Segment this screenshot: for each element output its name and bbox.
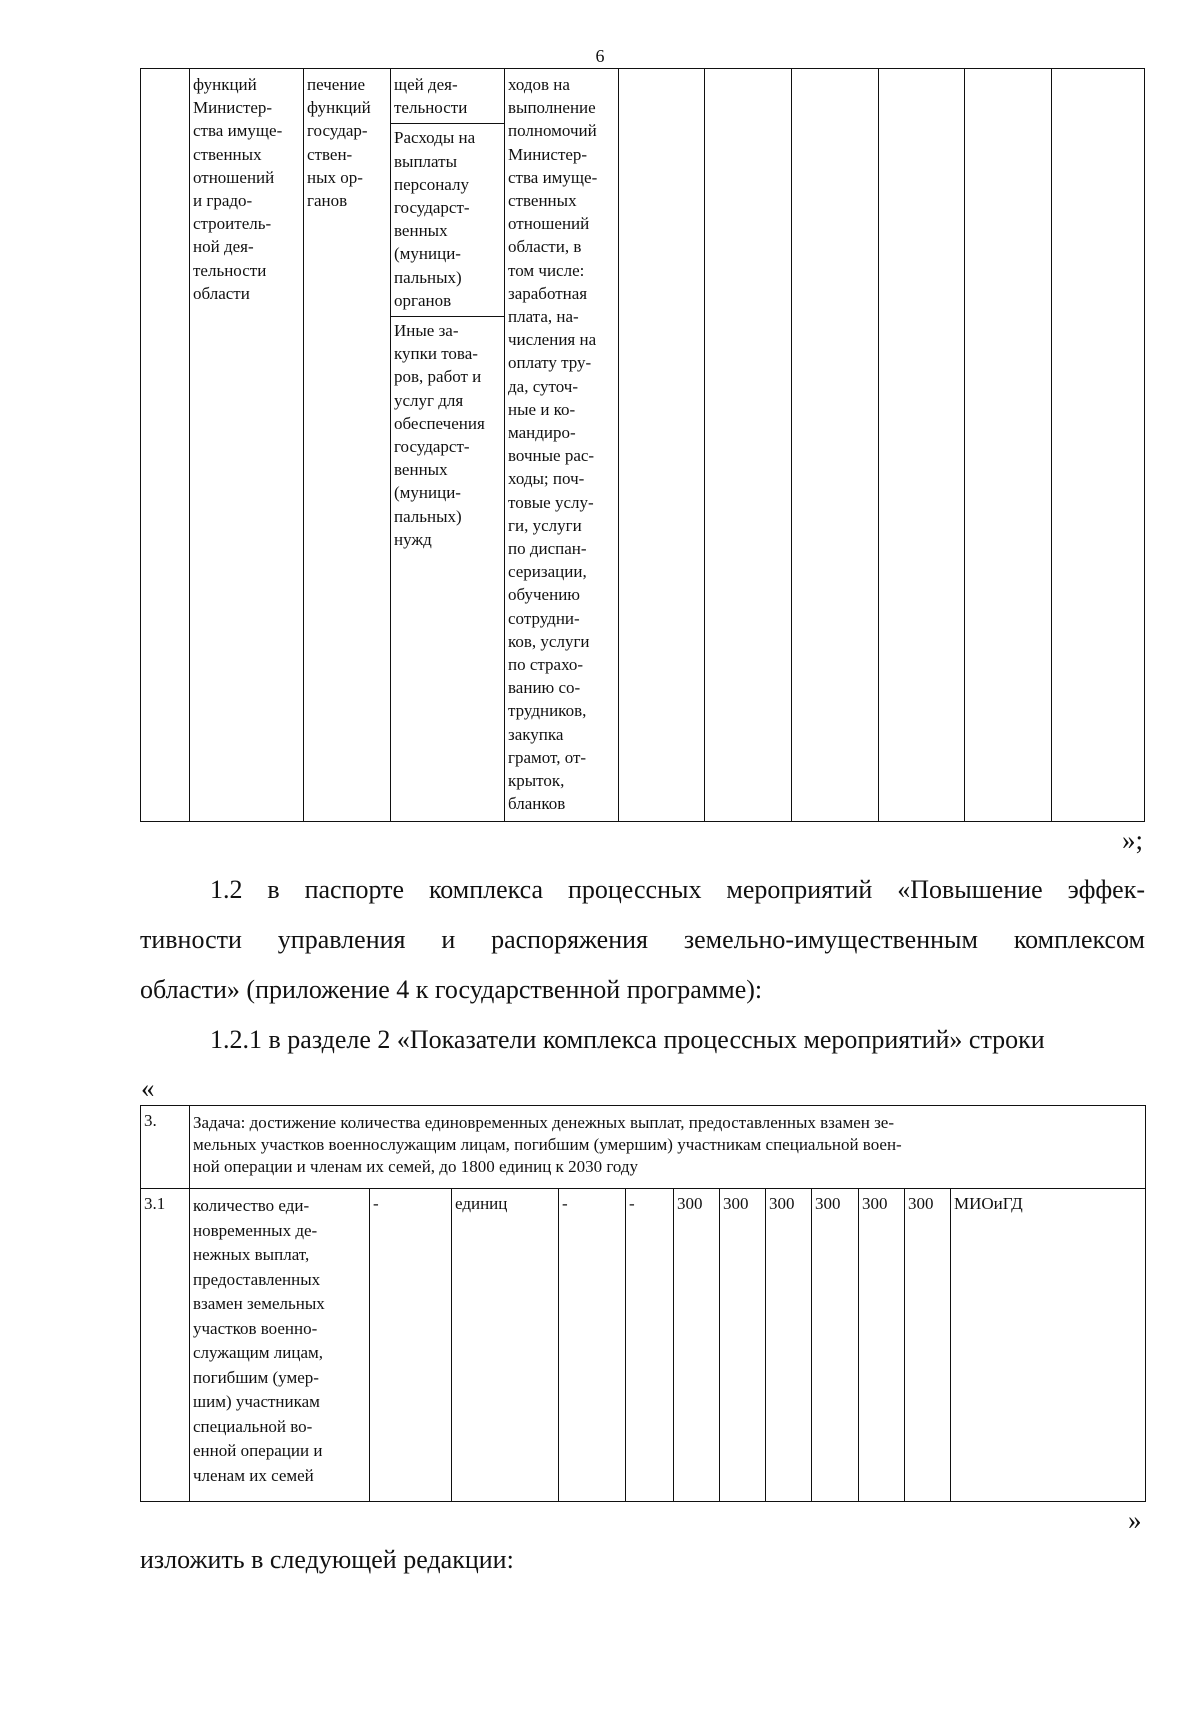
top-cell-purpose: печение функций государ- ствен- ных ор- ганов — [304, 69, 391, 822]
paragraph-1-2-1: 1.2.1 в разделе 2 «Показатели комплекса процессных мероприятий» строки — [210, 1025, 1045, 1054]
top-cell-description: ходов на выполнение полномочий Министер- ства имуще- ственных отношений области, в том числе: заработная плата, на- числения на оплату тру- да, суточ- ные и ко- мандиро- вочные рас- ходы; поч- товые услу- ги, услуги по диспан- серизации, обучению сотрудни- ков, услуги по страхо- ванию со- трудников, закупка грамот, от- крыток, бланков — [505, 69, 619, 822]
closing-quote: »; — [1122, 825, 1144, 855]
indicators-table — [140, 1105, 1146, 1502]
paragraph-line: тивности управления и распоряжения земельно-имущественным комплексом — [140, 925, 1145, 954]
final-line: изложить в следующей редакции: — [140, 1545, 514, 1574]
opening-quote: « — [141, 1073, 155, 1103]
paragraph-line: области» (приложение 4 к государственной программе): — [140, 975, 763, 1004]
closing-quote: » — [1128, 1505, 1142, 1535]
indicator-number: 3.1 — [141, 1189, 190, 1502]
indicator-value: 300 — [812, 1189, 859, 1502]
top-cell-number — [141, 69, 190, 822]
top-cell-name: функций Министер- ства имуще- ственных отношений и градо- строитель- ной дея- тельности области — [190, 69, 304, 822]
expense-type-procurement: Иные за- купки това- ров, работ и услуг для обеспечения государст- венных (муници- пальных) нужд — [391, 316, 504, 555]
task-number: 3. — [141, 1106, 190, 1189]
expense-type-personnel: Расходы на выплаты персоналу государст- венных (муници- пальных) органов — [391, 123, 504, 316]
indicator-level: - — [370, 1189, 452, 1502]
indicator-value: 300 — [720, 1189, 766, 1502]
top-cell-empty — [965, 69, 1052, 822]
top-table — [140, 68, 1145, 822]
indicator-base-year: - — [626, 1189, 674, 1502]
paragraph-line: 1.2 в паспорте комплекса процессных мероприятий «Повышение эффек- — [210, 875, 1145, 904]
page-number: 6 — [595, 46, 605, 66]
indicator-value: 300 — [766, 1189, 812, 1502]
top-cell-empty — [879, 69, 965, 822]
top-cell-expense-types — [391, 69, 505, 822]
top-cell-empty — [705, 69, 792, 822]
indicator-unit: единиц — [452, 1189, 559, 1502]
expense-type-activity: щей дея- тельности — [394, 75, 468, 118]
top-cell-empty — [792, 69, 879, 822]
indicator-value: 300 — [905, 1189, 951, 1502]
top-cell-empty — [1052, 69, 1145, 822]
task-text: Задача: достижение количества единовременных денежных выплат, предоставленных взамен зе- мельных участков военнослужащим лицам, погибшим (умершим) участникам специальной воен- ной операции и членам их семей, до 1800 единиц к 2030 году — [190, 1106, 1146, 1189]
indicator-responsible: МИОиГД — [951, 1189, 1146, 1502]
paragraph-1-2 — [140, 865, 1145, 1015]
indicator-name: количество еди- новременных де- нежных выплат, предоставленных взамен земельных участков военно- служащим лицам, погибшим (умер- шим) участникам специальной во- енной операции и членам их семей — [190, 1189, 370, 1502]
indicator-base-value: - — [559, 1189, 626, 1502]
top-cell-empty — [619, 69, 705, 822]
indicator-value: 300 — [859, 1189, 905, 1502]
indicator-value: 300 — [674, 1189, 720, 1502]
